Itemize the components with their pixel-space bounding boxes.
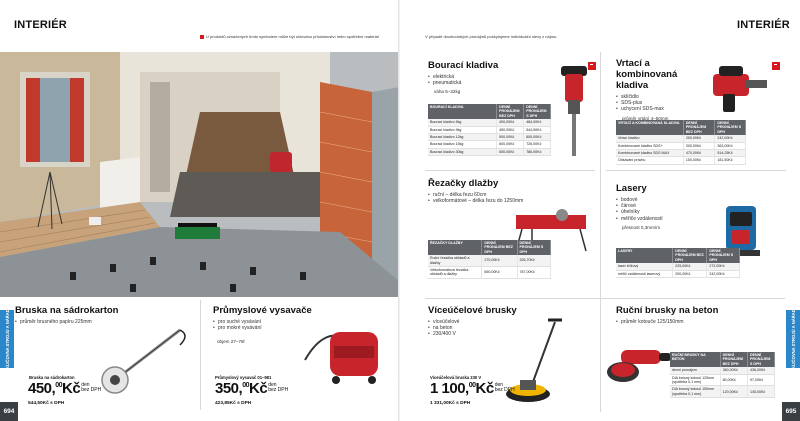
table-cell: 605,00Kč — [524, 134, 551, 141]
right-page-title: INTERIÉR — [737, 19, 790, 31]
side-tab-label: PŮJČOVNA STROJŮ A NÁŘADÍ — [790, 307, 796, 371]
feature-item: • pro suché vysávání — [213, 319, 393, 325]
table-cell: 200,00Kč — [683, 135, 715, 142]
feature-list — [428, 74, 548, 86]
product-spec: přesnost 0,3mm/m — [622, 224, 661, 230]
table-cell: Velkoformátová řezačka obkladů a dlažby — [428, 267, 482, 279]
price-with-vat: 1 331,00Kč s DPH — [430, 401, 471, 406]
table-cell: 650,00Kč — [497, 148, 524, 155]
table-cell: 145,00Kč — [747, 386, 774, 398]
table-header-row — [428, 240, 551, 255]
row-divider — [425, 170, 595, 171]
table-header: DENNÍ PRONÁJEM BEZ DPH — [683, 120, 715, 135]
table-row — [428, 255, 551, 266]
table-cell: 242,00Kč — [707, 270, 740, 277]
rotary-hammer-image — [705, 62, 775, 117]
hand-grinder-image — [603, 340, 673, 390]
price-per-day — [28, 380, 101, 398]
table-row — [670, 374, 775, 386]
table-row — [616, 270, 740, 277]
price-vat-note: bez DPH — [81, 387, 102, 393]
left-side-tab — [0, 307, 14, 371]
price-main: 450, — [28, 380, 56, 397]
feature-item: • uchycení SDS-max — [616, 106, 711, 112]
left-page-note-text: U produktů označených tímto symbolem může být účtováno příslušenství nebo spotřební materiál — [206, 34, 379, 39]
right-column-divider — [600, 52, 601, 412]
product-spec: objem 27–78l — [217, 339, 245, 345]
accessory-badge-icon — [588, 62, 596, 70]
product-title: Lasery — [616, 183, 647, 194]
table-row — [428, 141, 551, 148]
table-row — [616, 142, 746, 149]
left-page-note — [200, 34, 379, 39]
table-cell: laser křížový — [616, 263, 673, 270]
table-row — [616, 150, 746, 157]
table-cell: Kombinované kladivo SDS+ — [616, 142, 683, 149]
drywall-sander-image — [95, 310, 195, 400]
row-divider — [606, 170, 786, 171]
accessory-symbol-icon — [200, 35, 204, 39]
table-cell: 786,00Kč — [524, 148, 551, 155]
product-title: Bruska na sádrokarton — [15, 305, 119, 316]
demolition-hammer-price-table — [428, 104, 551, 156]
table-cell: měřič vzdálenosti laserový — [616, 270, 673, 277]
product-title: Vrtací a kombinovaná kladiva — [616, 58, 678, 91]
table-row — [428, 126, 551, 133]
table-header: BOURACÍ KLADIVA — [428, 104, 497, 119]
table-row — [616, 135, 746, 142]
table-row — [428, 148, 551, 155]
price-with-vat: 544,50Kč s DPH — [28, 401, 65, 406]
table-cell: 80,00Kč — [720, 374, 747, 386]
table-header: DENNÍ PRONÁJEM S DPH — [715, 120, 746, 135]
table-cell: Ruční řezačka obkladů a dlažby — [428, 255, 482, 266]
feature-item: • bodové — [616, 197, 716, 203]
price-main: 1 100, — [430, 380, 469, 397]
table-header: DENNÍ PRONÁJEM S DPH — [524, 104, 551, 119]
table-cell: 514,25Kč — [715, 150, 746, 157]
feature-item: • průměr brusného papíru 225mm — [15, 319, 195, 325]
feature-item: • ruční – délka řezu 60cm — [428, 192, 598, 198]
price-label: Bruska na sádrokarton — [29, 375, 75, 380]
table-header: DENNÍ PRONÁJEM BEZ DPH — [720, 352, 747, 367]
right-page-note: V případě dlouhodobých pronájmů poskytujeme individuální slevy z nájmu. — [425, 34, 558, 39]
table-header: DENNÍ PRONÁJEM S DPH — [517, 240, 551, 255]
demolition-hammer-image — [555, 62, 595, 162]
product-title: Ruční brusky na beton — [616, 305, 719, 316]
table-row — [428, 134, 551, 141]
feature-item: • elektrická — [428, 74, 548, 80]
table-header: RUČNÍ BRUSKY NA BETON — [670, 352, 720, 367]
feature-item: • úhelníky — [616, 209, 716, 215]
price-currency: Kč — [249, 380, 268, 397]
accessory-badge-icon — [772, 62, 780, 70]
table-cell: Odsávání prachu — [616, 157, 683, 164]
price-cents: 00 — [468, 382, 476, 389]
table-cell: 150,00Kč — [683, 157, 715, 164]
feature-list — [428, 192, 598, 204]
feature-list — [616, 197, 716, 222]
table-header-row — [670, 352, 775, 367]
table-cell: 650,00Kč — [482, 267, 517, 279]
price-unit: den — [81, 382, 90, 388]
table-cell: 360,00Kč — [720, 367, 747, 374]
product-title: Řezačky dlažby — [428, 178, 499, 189]
feature-item: • na beton — [428, 325, 548, 331]
table-cell: Bourací kladivo 12kg — [428, 134, 497, 141]
left-page-number: 694 — [0, 402, 18, 421]
table-cell: 225,00Kč — [673, 263, 707, 270]
feature-list — [616, 319, 786, 325]
table-cell: Vrtací kladivo — [616, 135, 683, 142]
table-row — [616, 157, 746, 164]
table-cell: 450,00Kč — [497, 126, 524, 133]
table-row — [428, 119, 551, 126]
price-currency: Kč — [475, 380, 494, 397]
table-header-row — [616, 120, 746, 135]
price-cents: 00 — [55, 382, 62, 389]
price-main: 350, — [215, 380, 243, 397]
price-label: Víceúčelová bruska 230 V — [430, 375, 482, 380]
table-header: DENNÍ PRONÁJEM BEZ DPH — [497, 104, 524, 119]
price-unit: den — [494, 382, 504, 388]
table-header: VRTACÍ A KOMBINOVANÁ KLADIVA — [616, 120, 683, 135]
product-rotary-hammers — [616, 58, 711, 120]
table-cell: 181,50Kč — [715, 157, 746, 164]
table-header: LASERY — [616, 248, 673, 263]
table-header: DENNÍ PRONÁJEM S DPH — [747, 352, 774, 367]
laser-price-table — [616, 248, 740, 278]
table-cell: 326,70Kč — [517, 255, 551, 266]
product-lasers — [616, 183, 716, 243]
concrete-grinder-price-table — [670, 352, 775, 398]
product-title: Bourací kladiva — [428, 60, 499, 71]
table-row — [670, 386, 775, 398]
feature-item: • velkoformátové – délka řezu do 1250mm — [428, 198, 598, 204]
table-cell: Bourací kladivo 15kg — [428, 141, 497, 148]
table-cell: 436,00Kč — [747, 367, 774, 374]
table-cell: 270,00Kč — [482, 255, 517, 266]
interior-renovation-illustration — [0, 52, 400, 297]
table-cell: 300,00Kč — [683, 142, 715, 149]
table-header-row — [616, 248, 740, 263]
table-cell: DIA brusný kotouč 125mm (spotřeba 0,1 mm) — [670, 374, 720, 386]
table-cell: 97,00Kč — [747, 374, 774, 386]
vacuum-image — [300, 320, 390, 390]
table-header-row — [428, 104, 551, 119]
feature-item: • průměr kotouče 125/150mm — [616, 319, 786, 325]
table-cell: 400,00Kč — [497, 119, 524, 126]
table-cell: 500,00Kč — [497, 134, 524, 141]
feature-item: • měřiče vzdáleností — [616, 216, 716, 222]
left-page-title: INTERIÉR — [14, 19, 67, 31]
right-page-number: 695 — [782, 402, 800, 421]
table-cell: 272,00Kč — [707, 263, 740, 270]
price-vat-note: bez DPH — [494, 387, 515, 393]
table-row — [616, 263, 740, 270]
right-page — [400, 0, 800, 421]
feature-item: • čárové — [616, 203, 716, 209]
price-unit: den — [268, 382, 277, 388]
table-header: ŘEZAČKY DLAŽBY — [428, 240, 482, 255]
table-header: DENNÍ PRONÁJEM BEZ DPH — [673, 248, 707, 263]
table-row — [428, 267, 551, 279]
table-cell: Bourací kladivo 9kg — [428, 126, 497, 133]
table-cell: Bourací kladivo 30kg — [428, 148, 497, 155]
table-cell: 120,00Kč — [720, 386, 747, 398]
table-cell: DIA brusný kotouč 150mm (spotřeba 0,1 mm) — [670, 386, 720, 398]
product-concrete-hand-grinders — [616, 305, 786, 345]
table-cell: Kombinované kladivo SDS MAX — [616, 150, 683, 157]
table-cell: 544,50Kč — [524, 126, 551, 133]
feature-item: • pro mokré vysávání — [213, 325, 393, 331]
price-currency: Kč — [62, 380, 81, 397]
tile-cutter-price-table — [428, 240, 551, 279]
feature-list — [616, 94, 711, 113]
price-cents: 00 — [242, 382, 249, 389]
feature-item: • 230/400 V — [428, 331, 548, 337]
table-cell: 470,00Kč — [683, 150, 715, 157]
row-divider — [425, 298, 785, 299]
price-per-day — [215, 380, 288, 398]
table-header: DENNÍ PRONÁJEM S DPH — [707, 248, 740, 263]
right-side-tab — [786, 307, 800, 371]
feature-item: • pneumatická — [428, 80, 548, 86]
price-vat-note: bez DPH — [268, 387, 289, 393]
table-cell: 200,00Kč — [673, 270, 707, 277]
table-cell: denní pronájem — [670, 367, 720, 374]
feature-item: • SDS-plus — [616, 100, 711, 106]
table-cell: 787,00Kč — [517, 267, 551, 279]
rotary-hammer-price-table — [616, 120, 746, 165]
product-spec: průměr vrtání 4–50mm — [622, 115, 669, 120]
feature-item: • sklíčidlo — [616, 94, 711, 100]
product-title: Víceúčelové brusky — [428, 305, 517, 316]
table-header: DENNÍ PRONÁJEM BEZ DPH — [482, 240, 517, 255]
side-tab-label: PŮJČOVNA STROJŮ A NÁŘADÍ — [4, 307, 10, 371]
table-cell: 484,00Kč — [524, 119, 551, 126]
price-with-vat: 423,85Kč s DPH — [215, 401, 252, 406]
table-cell: 242,00Kč — [715, 135, 746, 142]
product-title: Průmyslové vysavače — [213, 305, 312, 316]
table-cell: Bourací kladivo 5kg — [428, 119, 497, 126]
product-spec: váha 5–32kg — [434, 89, 461, 95]
price-per-day — [430, 380, 515, 398]
table-row — [670, 367, 775, 374]
table-cell: 726,00Kč — [524, 141, 551, 148]
table-cell: 363,00Kč — [715, 142, 746, 149]
left-column-divider — [200, 300, 201, 410]
table-cell: 600,00Kč — [497, 141, 524, 148]
feature-item: • víceúčelové — [428, 319, 548, 325]
price-label: Průmyslový vysavač 01–981 — [215, 375, 272, 380]
